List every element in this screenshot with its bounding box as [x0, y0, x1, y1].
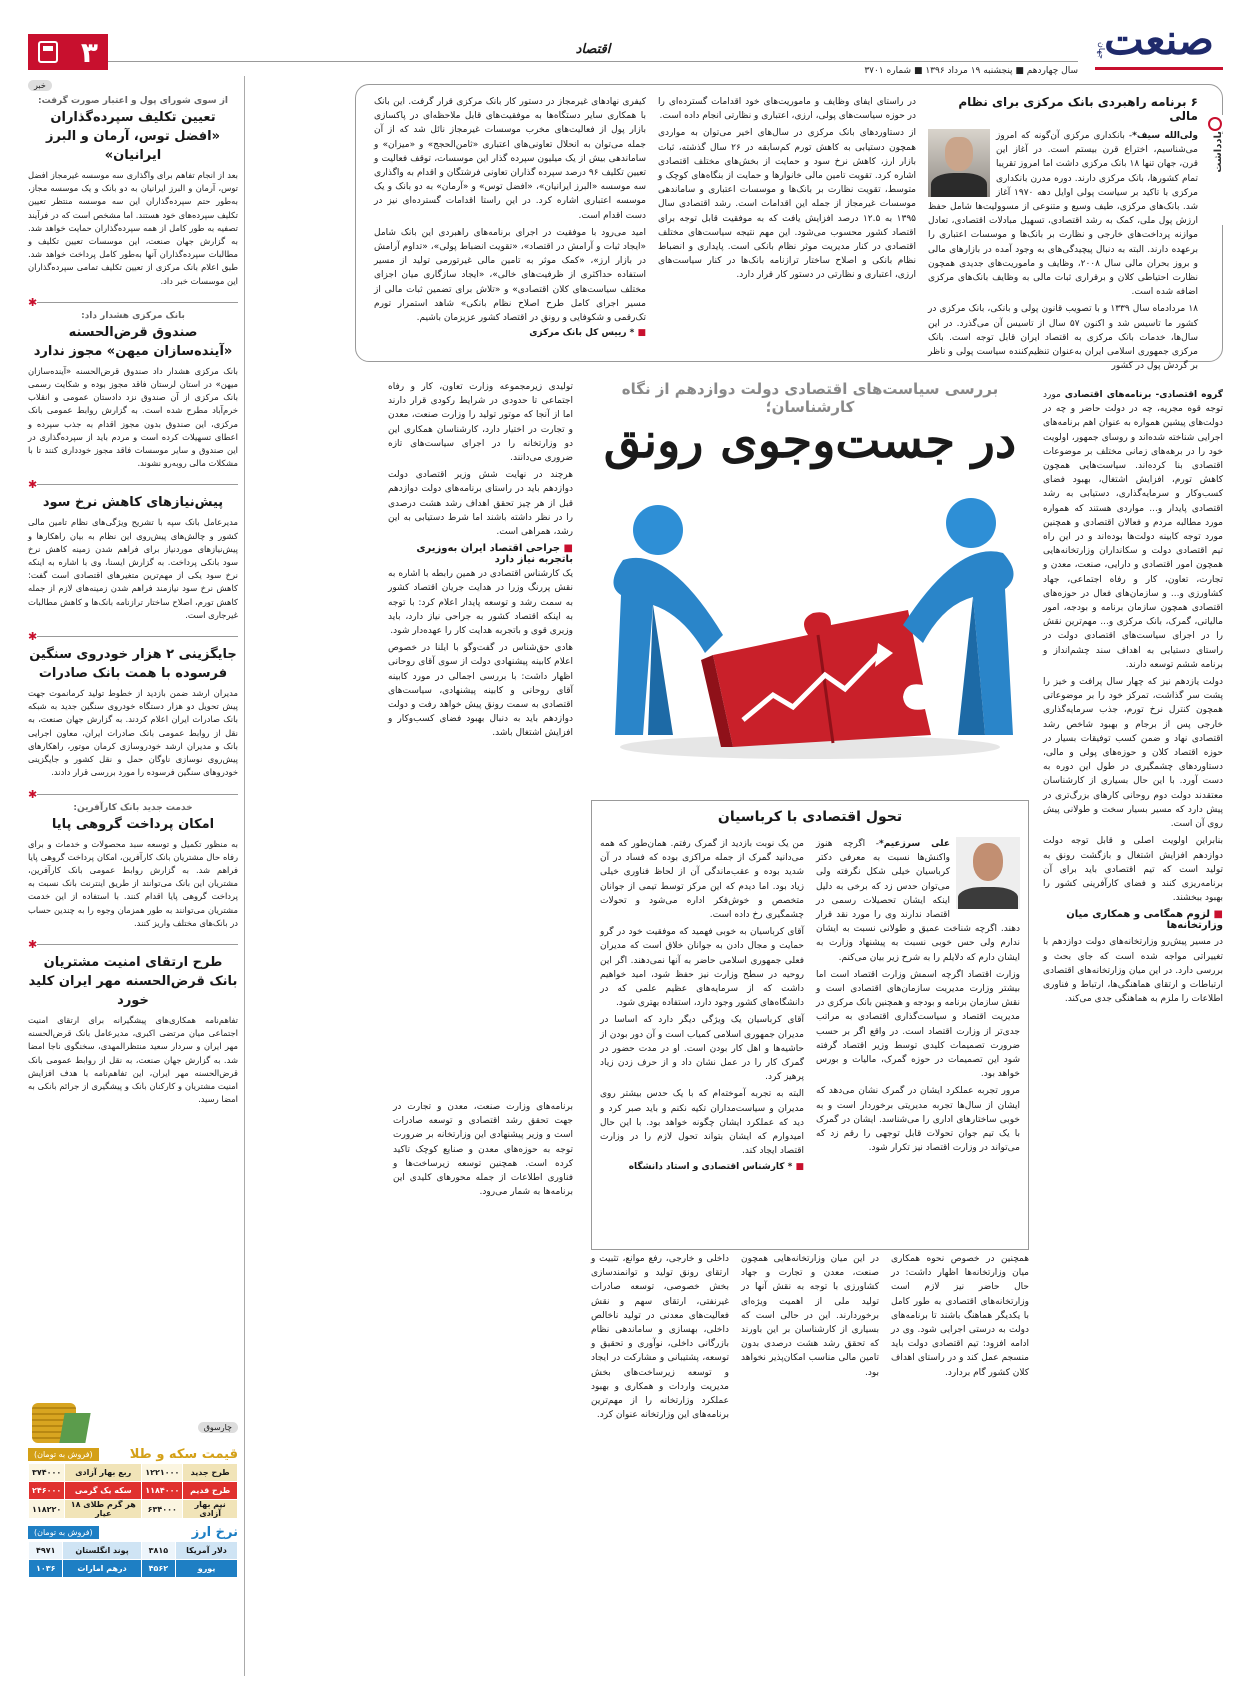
section-bar [108, 38, 1078, 62]
story-paragraph: دولت یازدهم نیز که چهار سال پرافت و خیز را پشت سر گذاشت، تمرکز خود را بر موضوعاتی همچون کنترل نرخ تورم، جذب سرمایه‌گذاری خارجی پس از برجام و بهبود شاخص رشد اقتصادی نهاد و ضمن کسب توفیقات بسیار در حوزه اقتصاد کلان و حوزه‌های پولی و مالی، دستاوردهای چشمگیری در طول این دوره به دست آورد. با این حال بسیاری از کارشناسان معتقدند دولت دوم روحانی کارهای بزرگ‌تری در پیش دارد که مسیر بسیار سخت و طولانی پیش روی آن است. [1043, 677, 1223, 830]
news-separator [28, 935, 238, 945]
story-kicker: بررسی سیاست‌های اقتصادی دولت دوازدهم از نگاه کارشناسان؛ [621, 380, 999, 416]
article-paragraph: علی سرزعیم*- اگرچه هنوز واکنش‌ها نسبت به معرفی دکتر کرباسیان خیلی شکل نگرفته ولی می‌توان حدس زد که برخی به دلیل اینکه ایشان تحصیلات رسمی در اقتصاد ندارند وی را مورد نقد قرار دهند. اگرچه شناخت عمیق و طولانی نسبت به ایشان ندارم ولی حس خوبی نسبت به پیشنهاد وزارت به ایشان دارم که دلایلم را به شرح زیر بیان می‌کنم. [816, 839, 1020, 963]
fx-price-table [28, 1541, 238, 1578]
article-box [591, 800, 1029, 1250]
table-cell: طرح قدیم [183, 1482, 238, 1500]
news-body: مدیران ارشد ضمن بازدید از خطوط تولید کرمانموت جهت پیش تحویل دو هزار دستگاه خودروی سنگین جدید به شبکه بانک صادرات ایران اعلام کردند. به گزارش جهان صنعت، به نقل از روابط عمومی بانک صادرات ایران، معاون اجرایی بانک و مدیران ارشد خودروسازی کرمان موتور، راهکارهای پیش‌روی نوسازی ناوگان حمل و نقل کشور و جایگزینی خودروهای سنگین فرسوده را مورد بررسی قرار دادند. [28, 688, 238, 778]
gold-price-header [28, 1445, 238, 1463]
page-number-box [28, 34, 108, 70]
note-paragraph: ولی‌الله سیف*- بانکداری مرکزی آن‌گونه که امروز می‌شناسیم، اختراع قرن بیستم است. در آغاز این قرن، جهان تنها ۱۸ بانک مرکزی داشت اما امروز تقریبا تمام کشورها، بانک مرکزی دارند. دوره مدرن بانکداری مرکزی با تاکید بر سیاست پولی اوایل دهه ۱۹۷۰ آغاز شد. بانک‌های مرکزی، طیف وسیع و متنوعی از مسوولیت‌ها شامل حفظ ارزش پول ملی، کمک به رشد اقتصادی، تسهیل مبادلات اقتصادی، تعادل موازنه پرداخت‌های خارجی و نظارت بر بانک‌ها و موسسات اعتباری را برعهده دارند. البته به دنبال پیچیدگی‌های به وجود آمده در بازارهای مالی و بروز بحران مالی سال ۲۰۰۸، وظایف و ماموریت‌های جدیدی همچون نظارت احتیاطی کلان و برقراری ثبات مالی به وظایف بانک‌های مرکزی اضافه شده است. [928, 131, 1198, 298]
news-supertitle: خدمت جدید بانک کارآفرین: [73, 802, 193, 813]
story-middle-column [388, 380, 573, 744]
story-paragraph: هادی حق‌شناس در گفت‌وگو با ایلنا در خصوص اعلام کابینه پیشنهادی دولت از سوی آقای روحانی اظهار داشت: با بررسی اجمالی در مورد کابینه آقای روحانی و کابینه پیشنهادی، سیاست‌های اقتصادی به سمت رونق پیش خواهد رفت و دولت دوازدهم باید به دنبال بهبود فضای کسب‌وکار و افزایش اشتغال باشد. [388, 643, 573, 739]
note-paragraph: در راستای ایفای وظایف و ماموریت‌های خود اقدامات گسترده‌ای را در حوزه سیاست‌های پولی، ارزی، اعتباری و نظارتی انجام داده است. [658, 97, 916, 122]
table-row [29, 1482, 238, 1500]
news-body: بانک مرکزی هشدار داد صندوق قرض‌الحسنه «آینده‌سازان میهن» در استان لرستان فاقد مجوز بوده و شکایت رسمی بانک مرکزی از آن صندوق نزد دادستان عمومی و انقلاب خرم‌آباد مطرح شده است. به گزارش روابط عمومی بانک مرکزی، این صندوق بدون مجوز اقدام به جذب سپرده و اعطای تسهیلات کرده است و مردم باید از سپرده‌گذاری در این صندوق و سایر موسسات فاقد مجوز خودداری کنند تا با مشکلات مالی روبه‌رو نشوند. [28, 365, 238, 469]
story-paragraph: همچنین در خصوص نحوه همکاری میان وزارتخانه‌ها اظهار داشت: در حال حاضر نیز لازم است وزارتخانه‌های اقتصادی به طور کامل با یکدیگر هماهنگ باشند تا برنامه‌های دولت به درستی اجرایی شود. وی در ادامه افزود: تیم اقتصادی دولت باید منسجم عمل کند و در راستای اهداف کلان کشور گام بردارد. [891, 1254, 1029, 1378]
market-box [28, 1413, 238, 1578]
news-body: بعد از انجام تفاهم برای واگذاری سه موسسه غیرمجاز افضل توس، آرمان و البرز ایرانیان به دو بانک و یک موسسه مجاز، به‌طور حتم سپرده‌گذاران این سه موسسه منتظر تعیین تکلیف سپرده‌های خود هستند. اما مشخص است که در فرآیند تصفیه به طور کامل از همه سپرده‌گذاران حمایت خواهد شد. به گزارش جهان صنعت، این موسسات تعیین تکلیف و مطالبات سپرده‌گذاران آنها به‌طور کامل پرداخت خواهد شد. طبق اعلام بانک مرکزی از تعیین تکلیف تمامی سپرده‌گذاران این موسسات خبر داد. [28, 170, 238, 286]
news-item[interactable] [28, 953, 238, 1106]
news-headline[interactable]: جایگزینی ۲ هزار خودروی سنگین فرسوده با همت بانک صادرات [29, 647, 237, 682]
table-cell: نیم بهار آزادی [183, 1500, 238, 1519]
table-cell: ۳۸۱۵ [141, 1542, 175, 1560]
article-paragraph: وزارت اقتصاد اگرچه اسمش وزارت اقتصاد است اما بیشتر وزارت مدیریت سازمان‌های اقتصادی است و نقش سازمان برنامه و بودجه و همچنین بانک مرکزی در مدیریت اقتصاد و سیاست‌گذاری اقتصادی به مراتب جدی‌تر از وزارت اقتصاد است. در واقع اگر بر حسب ضرورت تصمیمات کلیدی توسط وزیر اقتصاد گرفته شود این تصمیمات در حوزه گمرک، مالیات و بورس خواهد بود. [816, 969, 1020, 1080]
story-paragraph: برنامه‌های وزارت صنعت، معدن و تجارت در جهت تحقق رشد اقتصادی و توسعه صادرات است و وزیر پیشنهادی این وزارتخانه بر ضرورت توجه به حوزه‌های معدن و صنایع کوچک تاکید کرده است. همچنین توسعه زیرساخت‌ها و فناوری اطلاعات از جمله محورهای کلیدی این برنامه‌ها به شمار می‌رود. [393, 1102, 573, 1198]
newspaper-logo[interactable] [1095, 14, 1223, 70]
story-paragraph: در مسیر پیش‌رو وزارتخانه‌های دولت دوازدهم با تغییراتی مواجه شده است که جای بحث و بررسی دارد. در این میان وزارتخانه‌های اقتصادی ارتباطات و ارتقای هماهنگی‌ها، ارتباط و فناوری اطلاعات را ملزم به هماهنگی جدی می‌کند. [1043, 937, 1223, 1005]
news-separator [28, 475, 238, 485]
gold-price-table [28, 1463, 238, 1519]
story-bottom-column [741, 1252, 879, 1383]
market-label: چارسوق [198, 1422, 238, 1433]
note-column-1 [928, 95, 1198, 376]
news-headline[interactable]: طرح ارتقای امنیت مشتریان بانک قرض‌الحسنه مهر ایران کلید خورد [28, 954, 238, 1008]
table-cell: سکه یک گرمی [65, 1482, 142, 1500]
gold-table-subtitle: (فروش به تومان) [28, 1448, 99, 1461]
note-box [355, 84, 1224, 372]
table-cell: ۱۰۳۶ [29, 1560, 63, 1578]
logo-word: صنعت [1104, 15, 1214, 64]
article-column-left [600, 837, 804, 1172]
news-body: به منظور تکمیل و توسعه سبد محصولات و خدمات و برای رفاه حال مشتریان بانک کارآفرین، امکان پرداخت گروهی پایا فراهم شد. به گزارش روابط عمومی بانک کارآفرین، مشتریان این بانک می‌توانند از طریق اینترنت بانک نسبت به پرداخت گروهی پایا اقدام کنند. با استفاده از این خدمت مشتریان می‌توانند به طور همزمان وجوه را به چندین حساب در بانک‌های مختلف واریز کنند. [28, 838, 238, 928]
note-tab-label: یادداشت [1213, 131, 1224, 173]
gold-coins-icon [28, 1393, 88, 1445]
table-cell: طرح جدید [183, 1464, 238, 1482]
note-tab [1206, 115, 1224, 225]
table-cell: یورو [176, 1560, 238, 1578]
table-cell: ۶۳۴۰۰۰ [142, 1500, 183, 1519]
article-paragraph: مرور تجربه عملکرد ایشان در گمرک نشان می‌دهد که ایشان از سال‌ها تجربه مدیریتی برخوردار است و به خوبی ساختارهای اداری را می‌شناسد. ایشان در گمرک با یک تیم جوان تحولات قابل توجهی را رقم زد که می‌تواند در وزارت اقتصاد نیز تکرار شود. [816, 1086, 1020, 1154]
news-item[interactable] [28, 96, 238, 288]
story-subheading: ■ جراحی اقتصاد ایران به‌وزیری باتجربه نیاز دارد [388, 543, 573, 565]
news-separator [28, 627, 238, 637]
table-cell: پوند انگلستان [63, 1542, 141, 1560]
table-cell: هر گرم طلای ۱۸ عیار [65, 1500, 142, 1519]
note-column-2 [658, 95, 916, 286]
market-header [28, 1413, 238, 1441]
news-headline[interactable]: پیش‌نیازهای کاهش نرخ سود [42, 495, 224, 511]
table-row [29, 1500, 238, 1519]
news-item[interactable] [28, 311, 238, 471]
news-separator [28, 785, 238, 795]
table-cell: ۱۱۸۴۰۰۰ [142, 1482, 183, 1500]
story-paragraph: داخلی و خارجی، رفع موانع، تثبیت و ارتقای رونق تولید و توانمندسازی بخش خصوصی، توسعه صادرات غیرنفتی، ارتقای سهم و نقش فعالیت‌های معدنی در تولید ناخالص داخلی، بهسازی و ساماندهی نظام بازرگانی داخلی، نوآوری و تحقیق و توسعه، پشتیبانی و مشارکت در ایجاد و توسعه زیرساخت‌های بخش مدیریت واردات و همکاری و بهبود عملکرد وزارتخانه را از مهم‌ترین برنامه‌های این وزارتخانه عنوان کرد. [591, 1254, 729, 1421]
story-bottom-column [891, 1252, 1029, 1383]
news-supertitle: بانک مرکزی هشدار داد: [81, 310, 185, 321]
news-headline[interactable]: صندوق قرض‌الحسنه «آینده‌سازان میهن» مجوز ندارد [33, 324, 233, 359]
news-item[interactable] [28, 645, 238, 779]
table-cell: ۱۱۸۲۲۰ [29, 1500, 65, 1519]
news-body: مدیرعامل بانک سپه با تشریح ویژگی‌های نظام تامین مالی کشور و چالش‌های پیش‌روی این نظام به بیان راهکارها و پیش‌نیازهای موردنیاز برای فراهم شدن زمینه کاهش نرخ سود بانکی پرداخت. به گزارش ایسنا، وی با اشاره به اینکه نرخ سود یکی از مهم‌ترین متغیرهای اقتصادی است گفت: کاهش نرخ سود نیازمند فراهم شدن زمینه‌های لازم از جمله کاهش تورم، اصلاح ساختار ترازنامه بانک‌ها و کاهش مطالبات غیرجاری است. [28, 517, 238, 620]
calculator-icon [38, 41, 58, 63]
news-tag: خبر [28, 80, 52, 91]
news-column [28, 78, 238, 1106]
author-photo [928, 129, 990, 197]
article-paragraph: البته به تجربه آموخته‌ام که با یک حدس بیشتر روی مدیران و سیاست‌مداران تکیه نکنم و باید صبر کرد و دید که عملکرد ایشان چگونه خواهد بود. با این حال امیدوارم که ایشان بتواند تحول لازم را در وزارت اقتصاد ایجاد کند. [600, 1089, 804, 1157]
note-title: ۶ برنامه راهبردی بانک مرکزی برای نظام مالی [958, 95, 1198, 123]
article-title[interactable]: تحول اقتصادی با کرباسیان [717, 809, 903, 825]
section-title: اقتصاد [575, 42, 611, 57]
table-cell: دلار آمریکا [176, 1542, 238, 1560]
note-signature: ■ * رییس کل بانک مرکزی [374, 328, 646, 338]
note-paragraph: امید می‌رود با موفقیت در اجرای برنامه‌های راهبردی این بانک شامل «ایجاد ثبات و آرامش در اقتصاد»، «تقویت انضباط پولی»، «تداوم آرامش در بازار ارز»، «کمک موثر به تامین مالی غیرتورمی تولید از مسیر استفاده حداکثری از ظرفیت‌های خالی»، «ایجاد سازگاری میان اجزای مختلف سیاست‌های کلان اقتصادی» و «تلاش برای تضمین ثبات مالی از مسیر اجرای کامل طرح اصلاح نظام بانکی» شاهد استمرار تورم تک‌رقمی و شکوفایی و رونق در اقتصاد کشور عزیزمان باشیم. [374, 227, 646, 324]
story-paragraph: یک کارشناس اقتصادی در همین رابطه با اشاره به نقش پررنگ وزرا در هدایت جریان اقتصاد کشور به سمت رشد و توسعه پایدار اعلام کرد: با توجه به اینکه اقتصاد کشور به جراحی نیاز دارد، باید وزیری قوی و باتجربه هدایت کار را عهده‌دار شود. [388, 569, 573, 637]
note-paragraph: ۱۸ مردادماه سال ۱۳۳۹ و با تصویب قانون پولی و بانکی، بانک مرکزی در کشور ما تاسیس شد و اکنون ۵۷ سال از تاسیس آن می‌گذرد. در این سال‌ها، خدمات بانک مرکزی به اقتصاد ایران قابل توجه است. بانک مرکزی جمهوری اسلامی ایران به‌عنوان تنظیم‌کننده سیاست پولی و ناظر بر گردش پول در کشور [928, 304, 1198, 372]
table-cell: ۴۹۷۱ [29, 1542, 63, 1560]
article-paragraph: آقای کرباسیان یک ویژگی دیگر دارد که اساسا در مدیران جمهوری اسلامی کمیاب است و آن دور بودن از حاشیه‌ها و اهل کار بودن است. او در مدت حضور در گمرک کار را در عمل نشان داد و از حرف زدن زیاد پرهیز کرد. [600, 1015, 804, 1083]
table-row [29, 1542, 238, 1560]
story-subheading: ■ لزوم همگامی و همکاری میان وزارتخانه‌ها [1043, 909, 1223, 931]
note-paragraph: کیفری نهادهای غیرمجاز در دستور کار بانک مرکزی قرار گرفت. این بانک با همکاری سایر دستگاه‌ها به موفقیت‌های قابل ملاحظه‌ای در پاکسازی بازار پول از فعالیت‌های مخرب موسسات غیرمجاز نائل شد که از آن جمله می‌توان به انحلال تعاونی‌های اعتباری «ثامن‌الحجج» و «میزان» و ساماندهی بیش از یک میلیون سپرده گذار این موسسات، توقف فعالیت و تعیین تکلیف ۹۶ درصد سپرده گذاران تعاونی فرشتگان و اقدام به واگذاری سه موسسه «البرز ایرانیان»، «افضل توس» و «آرمان» به دو بانک و یک موسسه اعتباری اشاره کرد. در این راستا اقدامات گسترده‌ای نیز در دست اقدام است. [374, 97, 646, 221]
article-column-right [816, 837, 1020, 1158]
table-row [29, 1560, 238, 1578]
fx-table-title: نرخ ارز [191, 1524, 238, 1540]
issue-info: سال چهاردهم ■ پنجشنبه ۱۹ مرداد ۱۳۹۶ ■ شماره ۳۷۰۱ [864, 66, 1078, 76]
note-author: ولی‌الله سیف* [1132, 131, 1198, 141]
story-paragraph: بنابراین اولویت اصلی و قابل توجه دولت دوازدهم افزایش اشتغال و بازگشت رونق به تولید است که تیم اقتصادی باید برای آن برنامه‌ریزی کنند و فضای کارآفرینی کشور را بهبود ببخشند. [1043, 836, 1223, 904]
news-body: تفاهم‌نامه همکاری‌های پیشگیرانه برای ارتقای امنیت اجتماعی میان مرتضی اکبری، مدیرعامل بانک قرض‌الحسنه مهر ایران و سردار سعید منتظرالمهدی، سخنگوی ناجا امضا شد. به گزارش جهان صنعت، به نقل از روابط عمومی بانک قرض‌الحسنه مهر ایران، این تفاهم‌نامه با هدف افزایش امنیت مشتریان و کارکنان بانک و پیشگیری از جرائم بانکی به امضا رسید. [28, 1014, 238, 1105]
article-paragraph: من یک نوبت بازدید از گمرک رفتم. همان‌طور که همه می‌دانید گمرک از جمله مراکزی بوده که فساد در آن شدید بوده و عقب‌ماندگی آن از لحاظ فناوری خیلی زیاد بود. اما دیدم که این مرکز توسط تیمی از جوانان متخصص و خوش‌فکر اداره می‌شود و تحولات چشمگیری رخ داده است. [600, 839, 804, 921]
news-item[interactable] [28, 803, 238, 930]
table-row [29, 1464, 238, 1482]
news-separator [28, 293, 238, 303]
story-paragraph: گروه اقتصادی- برنامه‌های اقتصادی مورد توجه قوه مجریه، چه در دولت حاضر و چه در دولت‌های پیشین همواره به عنوان اهم برنامه‌های اجرایی شناخته شده‌اند و روسای جمهور، اولویت خود را در برهه‌های زمانی مختلف بر موضوعات اقتصادی بنا کرده‌اند. سیاست‌هایی همچون کاهش تورم، افزایش اشتغال، بهبود فضای کسب‌وکار و سرمایه‌گذاری، دستیابی به رشد اقتصادی پایدار و... مواردی هستند که همواره مورد مطالبه مردم و فعالان اقتصادی و همچنین مورد توجه کابینه دولت‌ها بوده‌اند و در این راه تیم اقتصادی دولت و سکانداران وزارتخانه‌هایی همچون امور اقتصادی و دارایی، صنعت، معدن و تجارت، تعاون، کار و رفاه اجتماعی، جهاد کشاورزی و... و سازمان‌های فعال در حوزه‌های اقتصادی همچون سازمان برنامه و بودجه، امور مالیاتی، گمرک، بانک مرکزی و... مهم‌ترین نقش را در اجرای سیاست‌های اقتصادی دولت در راستای دستیابی به اهداف سند چشم‌انداز و برنامه ششم توسعه دارند. [1043, 390, 1223, 670]
article-signature: ■ * کارشناس اقتصادی و استاد دانشگاه [600, 1162, 804, 1172]
table-cell: ربع بهار آزادی [65, 1464, 142, 1482]
table-cell: ۳۷۴۰۰۰ [29, 1464, 65, 1482]
column-divider [244, 76, 245, 1676]
note-circle-icon [1208, 117, 1222, 131]
article-author-photo [956, 837, 1020, 909]
news-headline[interactable]: امکان پرداخت گروهی پایا [51, 816, 215, 832]
puzzle-illustration [593, 485, 1028, 765]
note-column-3 [374, 95, 646, 338]
logo-sub: جهان [1097, 42, 1106, 59]
table-cell: درهم امارات [63, 1560, 141, 1578]
story-headline[interactable]: در جست‌وجوی رونق [603, 413, 1017, 469]
puzzle-people-image [593, 485, 1028, 765]
news-supertitle: از سوی شورای پول و اعتبار صورت گرفت: [38, 96, 228, 106]
story-paragraph: تولیدی زیرمجموعه وزارت تعاون، کار و رفاه اجتماعی تا حدودی در شرایط رکودی قرار دارند اما از آنجا که موتور تولید را وزارت صنعت، معدن و تجارت در اختیار دارد، کارشناسان همکاری این دو وزارتخانه را در اجرای سیاست‌های تازه ضروری می‌دانند. [388, 382, 573, 464]
table-cell: ۱۲۲۱۰۰۰ [142, 1464, 183, 1482]
story-bottom-column [591, 1252, 729, 1425]
note-paragraph: از دستاوردهای بانک مرکزی در سال‌های اخیر می‌توان به مواردی همچون دستیابی به کاهش تورم کم‌سابقه در ۲۶ سال گذشته، ثبات بازار ارز، کاهش نرخ سود و حمایت از بخش‌های مختلف اقتصادی اشاره کرد. تقویت تامین مالی خانوارها و حمایت از بنگاه‌های کوچک و متوسط، تقویت نظارت بر بانک‌ها و موسسات اعتباری و ساماندهی موسسات غیرمجاز از جمله این اقدامات است. رشد اقتصادی سال ۱۳۹۵ به ۱۲.۵ درصد افزایش یافت که به موفقیت قابل توجه برای اقتصاد کشور محسوب می‌شود. این مهم نتیجه سیاست‌های مختلف اقتصادی در کنار مدیریت موثر نظام بانکی است. پایداری و انضباط نظام بانکی و اصلاح ساختار ترازنامه بانک‌ها در کنار سیاست‌های ارزی، اعتباری و نظارتی در دستور کار قرار دارد. [658, 128, 916, 281]
news-tag-row [28, 78, 238, 92]
fx-table-subtitle: (فروش به تومان) [28, 1526, 99, 1539]
story-bottom-column [393, 1100, 573, 1202]
fx-price-header [28, 1523, 238, 1541]
news-headline[interactable]: تعیین تکلیف سپرده‌گذاران «افضل توس، آرمان و البرز ایرانیان» [45, 110, 221, 163]
story-right-column [1043, 388, 1223, 1009]
gold-table-title: قیمت سکه و طلا [129, 1446, 238, 1462]
news-item[interactable] [28, 493, 238, 622]
story-paragraph: در این میان وزارتخانه‌هایی همچون صنعت، معدن و تجارت و جهاد کشاورزی با توجه به نقش آنها در تولید ملی از اهمیت ویژه‌ای برخوردارند. این در حالی است که بسیاری از کارشناسان بر این باورند که تحقق رشد هشت درصدی بدون تامین مالی مناسب امکان‌پذیر نخواهد بود. [741, 1254, 879, 1378]
story-paragraph: هرچند در نهایت شش وزیر اقتصادی دولت دوازدهم باید در راستای برنامه‌های دولت دوازدهم قبل از هر چیز تحقق اهداف رشد هشت درصدی را در نظر داشته باشند اما شرط دستیابی به این رشد، همراهی است. [388, 470, 573, 538]
table-cell: ۴۵۶۲ [141, 1560, 175, 1578]
page-number: ۳ [80, 35, 98, 69]
article-paragraph: آقای کرباسیان به خوبی فهمید که موفقیت خود در گرو حمایت و مجال دادن به جوانان خلاق است که مدیران فعلی جمهوری اسلامی حاضر به آنها نمی‌دهند. اگر این روحیه در سطح وزارت نیز حفظ شود، امید خواهیم داشت که از سرمایه‌های عظیم علمی که در دانشگاه‌های کشور وجود دارد، استفاده بهتری شود. [600, 927, 804, 1009]
table-cell: ۲۴۶۰۰۰ [29, 1482, 65, 1500]
